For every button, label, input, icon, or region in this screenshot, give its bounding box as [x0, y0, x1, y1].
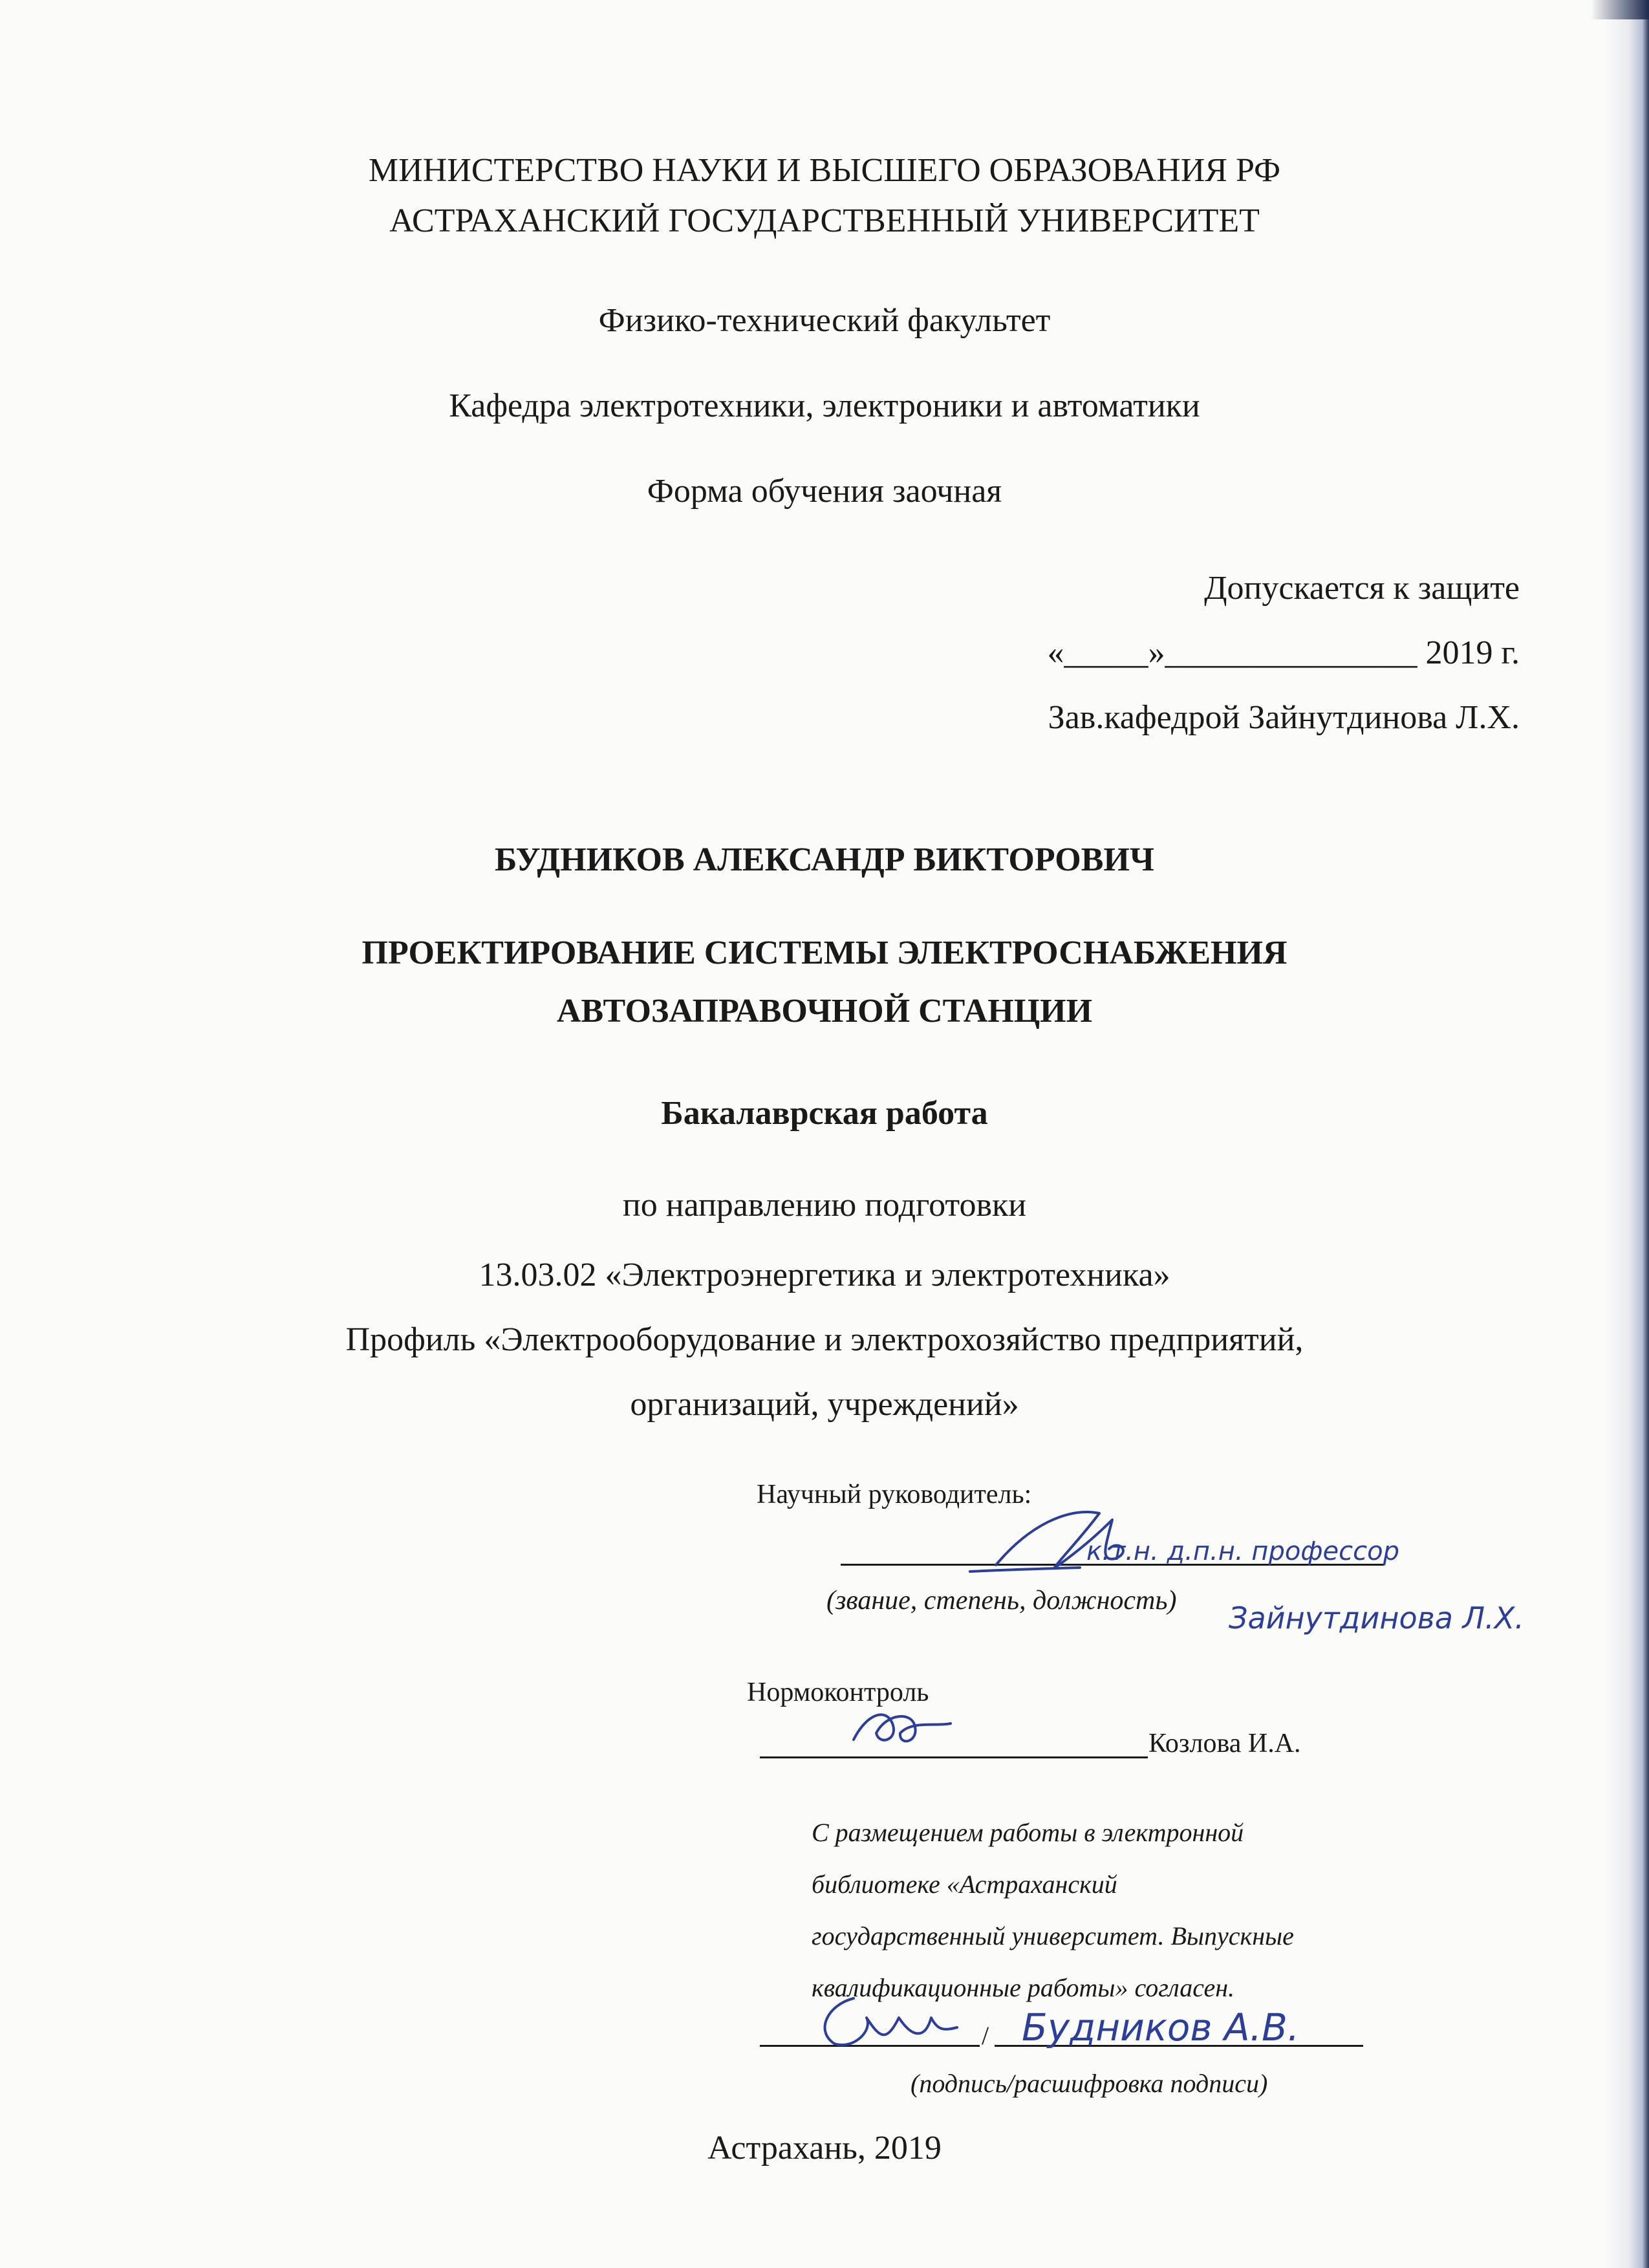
scan-edge-shadow	[1604, 0, 1649, 2268]
consent-line-2: библиотеке «Астраханский	[812, 1870, 1117, 1899]
consent-line-4: квалификационные работы» согласен.	[812, 1973, 1235, 2002]
work-title-line-1: ПРОЕКТИРОВАНИЕ СИСТЕМЫ ЭЛЕКТРОСНАБЖЕНИЯ	[361, 934, 1288, 971]
normcontrol-label: Нормоконтроль	[747, 1678, 929, 1707]
scan-corner-shadow	[1591, 0, 1649, 19]
department-head: Зав.кафедрой Зайнутдинова Л.Х.	[1048, 699, 1520, 736]
consent-slash: /	[982, 2021, 989, 2050]
supervisor-handwriting	[957, 1487, 1591, 1649]
supervisor-caption: (звание, степень, должность)	[826, 1586, 1177, 1615]
approval-title: Допускается к защите	[1204, 570, 1520, 607]
direction-code: 13.03.02 «Электроэнергетика и электротехника»	[479, 1257, 1170, 1293]
supervisor-handwritten-name: Зайнутдинова Л.Х.	[1229, 1601, 1524, 1636]
author-name: БУДНИКОВ АЛЕКСАНДР ВИКТОРОВИЧ	[494, 841, 1155, 878]
direction-intro: по направлению подготовки	[622, 1187, 1027, 1224]
profile-line-1: Профиль «Электрооборудование и электрохозяйство предприятий,	[345, 1321, 1304, 1358]
normcontrol-name: Козлова И.А.	[1148, 1729, 1301, 1758]
university-heading: АСТРАХАНСКИЙ ГОСУДАРСТВЕННЫЙ УНИВЕРСИТЕТ	[389, 202, 1260, 239]
department-name: Кафедра электротехники, электроники и автоматики	[449, 387, 1200, 424]
ministry-heading: МИНИСТЕРСТВО НАУКИ И ВЫСШЕГО ОБРАЗОВАНИЯ РФ	[368, 152, 1281, 189]
consent-handwriting	[802, 1979, 1384, 2069]
supervisor-handwritten-rank: к.т.н. д.п.н. профессор	[1086, 1537, 1399, 1566]
profile-line-2: организаций, учреждений»	[630, 1386, 1019, 1423]
city-year: Астрахань, 2019	[707, 2130, 942, 2166]
consent-line-3: государственный университет. Выпускные	[812, 1921, 1294, 1950]
approval-date-line: «_____»_______________ 2019 г.	[1047, 634, 1520, 671]
consent-handwritten-name: Будников А.В.	[1022, 2005, 1300, 2049]
work-type: Бакалаврская работа	[661, 1095, 988, 1132]
consent-caption: (подпись/расшифровка подписи)	[911, 2069, 1268, 2098]
consent-line-1: С размещением работы в электронной	[812, 1818, 1244, 1847]
work-title-line-2: АВТОЗАПРАВОЧНОЙ СТАНЦИИ	[556, 993, 1093, 1030]
faculty-name: Физико-технический факультет	[598, 302, 1051, 339]
supervisor-label: Научный руководитель:	[757, 1480, 1032, 1509]
study-form: Форма обучения заочная	[647, 473, 1002, 510]
normcontrol-signature	[841, 1694, 970, 1759]
